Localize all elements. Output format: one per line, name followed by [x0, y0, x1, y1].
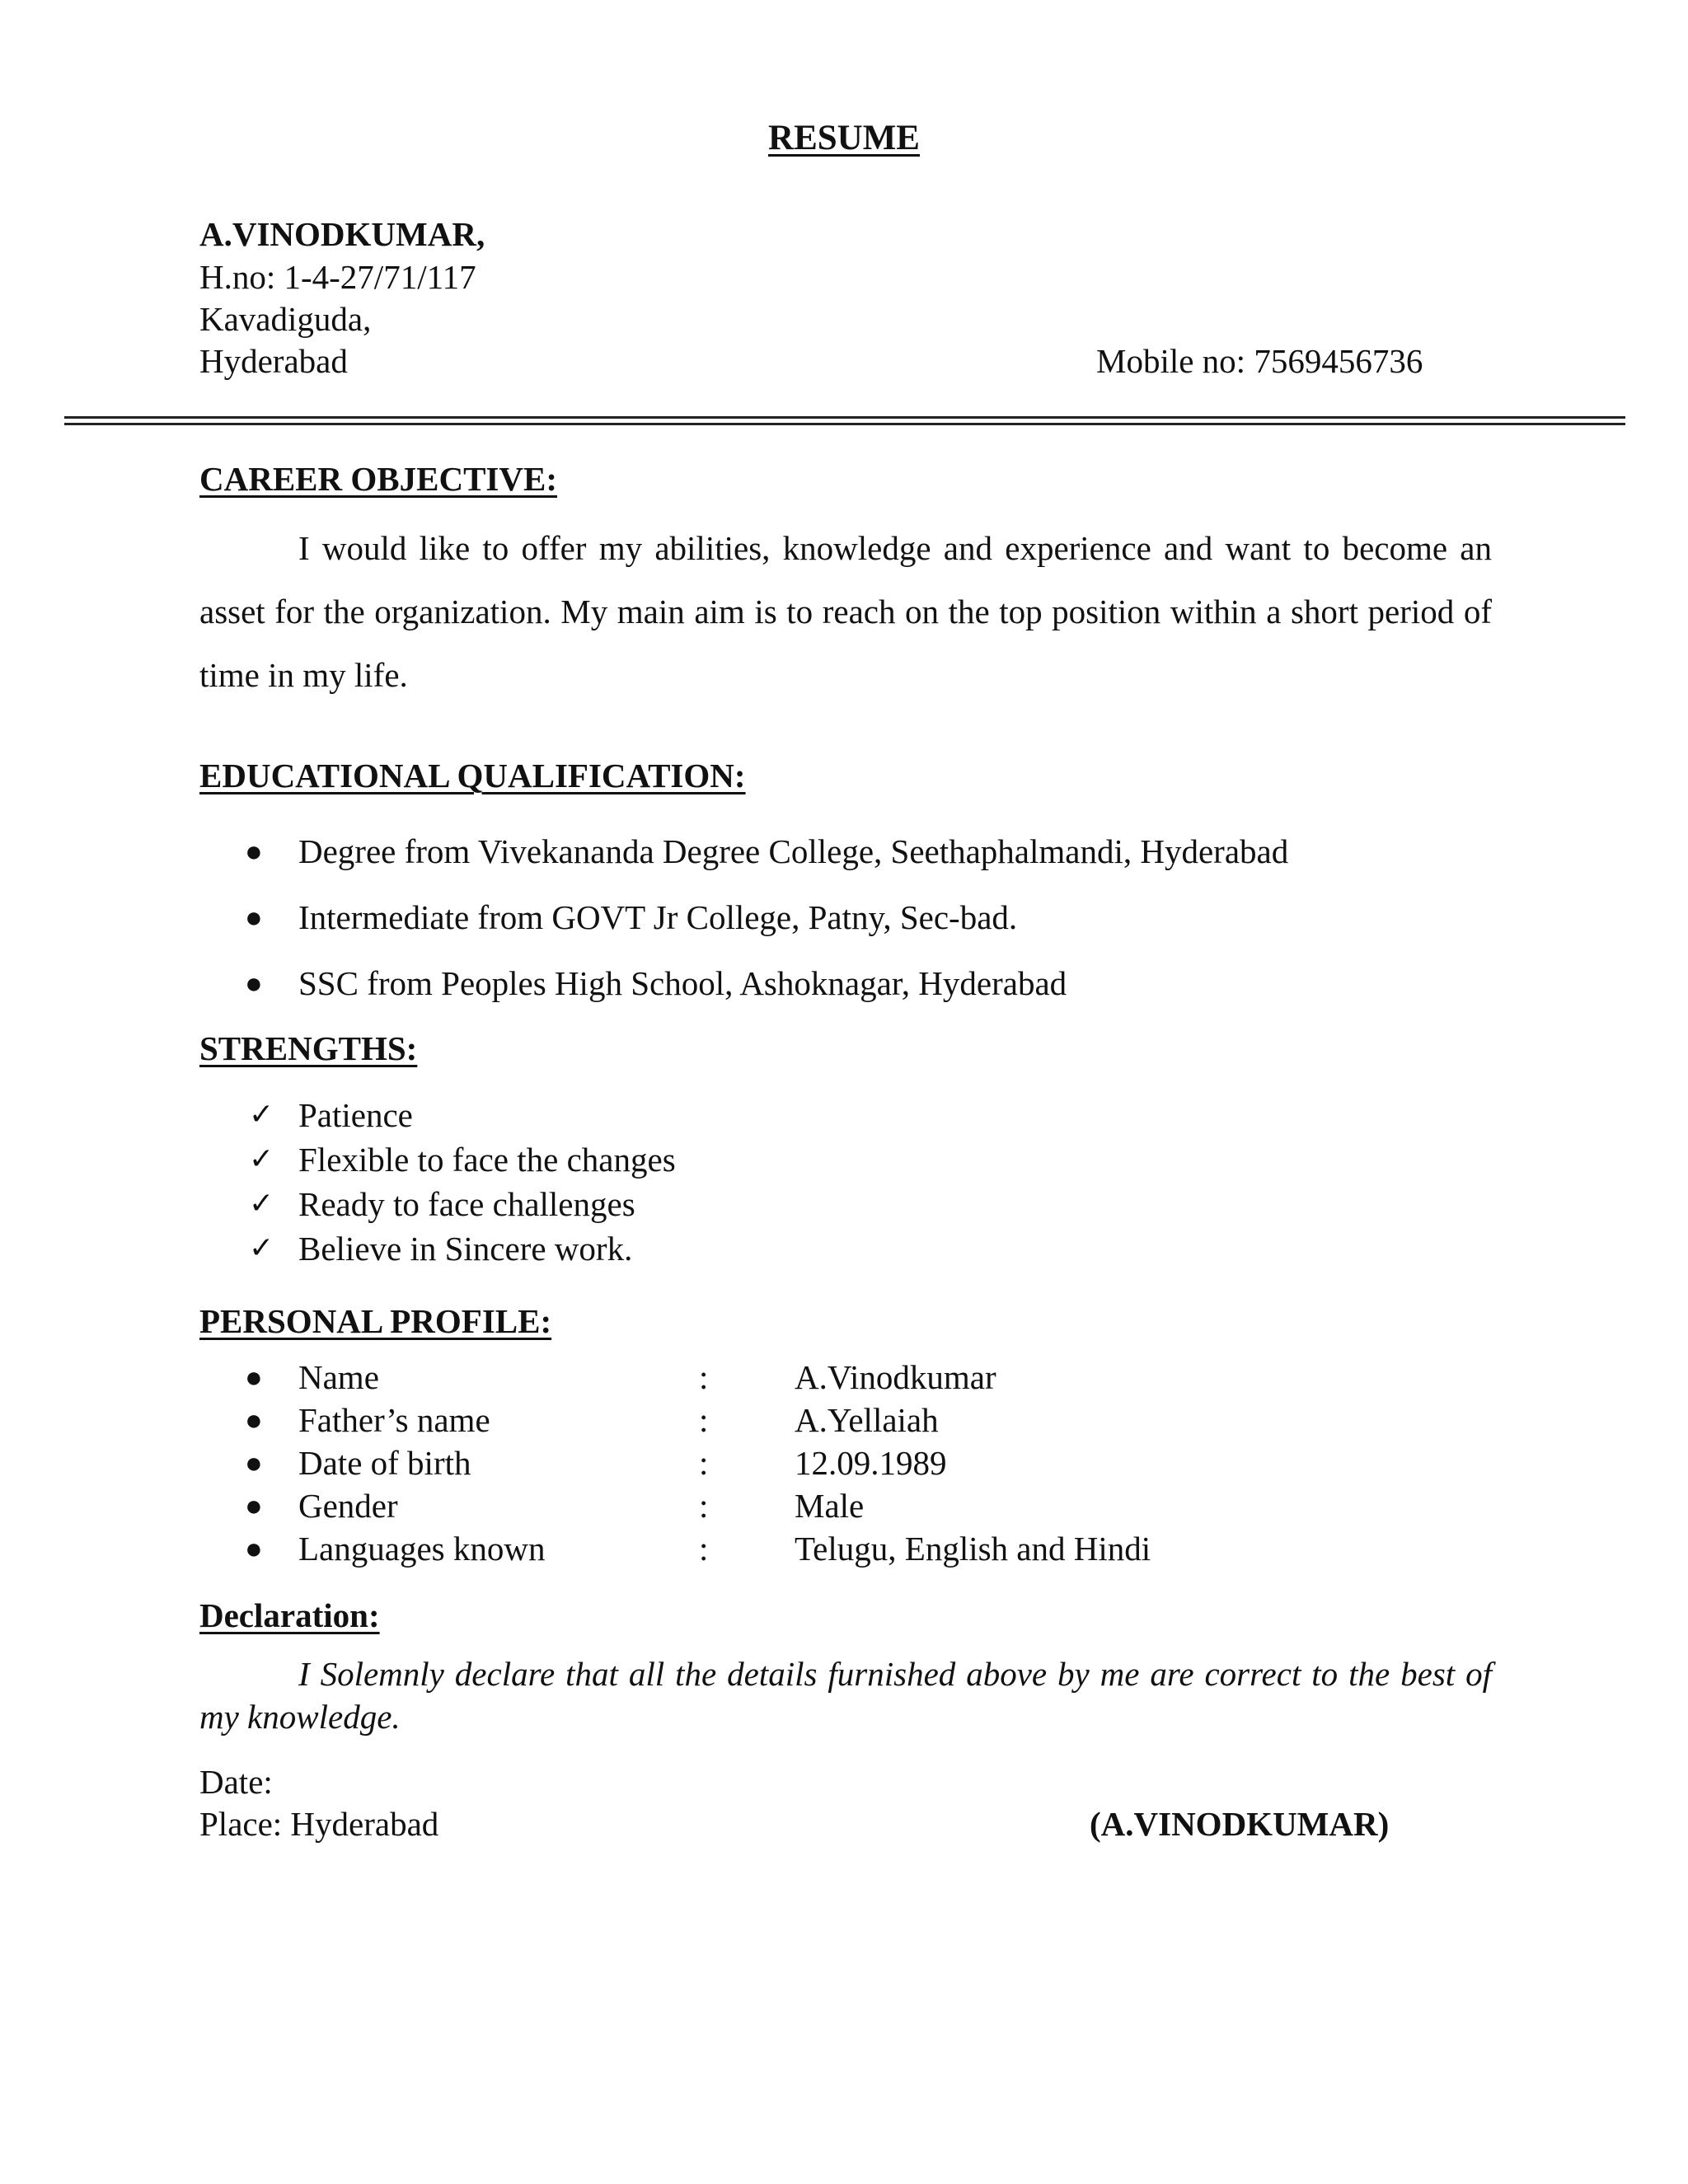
education-item: Degree from Vivekananda Degree College, Seethaphalmandi, Hyderabad [298, 832, 1289, 870]
profile-row [199, 1399, 939, 1441]
profile-row [199, 1356, 996, 1399]
profile-value: A.Yellaiah [795, 1401, 939, 1439]
profile-separator: : [699, 1530, 709, 1568]
bullet-icon: ● [245, 1404, 263, 1436]
declaration-text [199, 1652, 1492, 1738]
strength-item: Believe in Sincere work. [298, 1230, 633, 1268]
section-heading-strengths: STRENGTHS: [199, 1029, 418, 1067]
declaration-body: I Solemnly declare that all the details furnished above by me are correct to the best of my knowledge. [199, 1655, 1492, 1736]
profile-value: Male [795, 1487, 865, 1525]
bullet-icon: ● [245, 1532, 263, 1565]
profile-label: Name [298, 1358, 379, 1396]
section-heading-personal-profile: PERSONAL PROFILE: [199, 1302, 552, 1340]
candidate-name: A.VINODKUMAR, [199, 215, 485, 253]
profile-row [199, 1484, 865, 1527]
checkmark-icon: ✓ [249, 1187, 274, 1221]
strength-item: Ready to face challenges [298, 1185, 635, 1223]
document-title: RESUME [768, 119, 920, 157]
header-divider [64, 416, 1625, 419]
checkmark-icon: ✓ [249, 1142, 274, 1176]
bullet-icon: ● [245, 835, 263, 868]
address-line: Hyderabad [199, 342, 348, 380]
address-line: Kavadiguda, [199, 300, 372, 338]
strength-item: Flexible to face the changes [298, 1141, 676, 1179]
list-item [199, 896, 1288, 962]
profile-value: A.Vinodkumar [795, 1358, 996, 1396]
section-heading-career-objective: CAREER OBJECTIVE: [199, 460, 557, 498]
section-heading-declaration: Declaration: [199, 1596, 380, 1634]
mobile-number: Mobile no: 7569456736 [1096, 342, 1423, 380]
bullet-icon: ● [245, 1446, 263, 1479]
header-divider [64, 423, 1625, 425]
list-item [199, 1183, 676, 1227]
strength-item: Patience [298, 1096, 413, 1134]
place-label: Place: Hyderabad [199, 1805, 439, 1843]
bullet-icon: ● [245, 967, 263, 1000]
profile-value: Telugu, English and Hindi [795, 1530, 1151, 1568]
education-item: Intermediate from GOVT Jr College, Patny, Sec-bad. [298, 898, 1018, 936]
bullet-icon: ● [245, 1489, 263, 1522]
profile-label: Gender [298, 1487, 398, 1525]
list-item [199, 1227, 676, 1272]
personal-profile-list [199, 1356, 1151, 1570]
profile-label: Father’s name [298, 1401, 490, 1439]
profile-separator: : [699, 1444, 709, 1482]
profile-row [199, 1441, 947, 1484]
checkmark-icon: ✓ [249, 1098, 274, 1132]
address-line: H.no: 1-4-27/71/117 [199, 258, 476, 296]
profile-label: Date of birth [298, 1444, 471, 1482]
date-label: Date: [199, 1763, 273, 1801]
profile-value: 12.09.1989 [795, 1444, 947, 1482]
education-list [199, 830, 1288, 1028]
list-item [199, 1138, 676, 1183]
section-heading-education: EDUCATIONAL QUALIFICATION: [199, 757, 746, 794]
checkmark-icon: ✓ [249, 1231, 274, 1265]
list-item [199, 962, 1288, 1028]
strengths-list [199, 1094, 676, 1272]
signature-name: (A.VINODKUMAR) [1090, 1805, 1390, 1843]
career-objective-body: I would like to offer my abilities, knowledge and experience and want to become an asset for the organization. My main aim is to reach on the top position within a short period of time in my life. [199, 529, 1492, 694]
bullet-icon: ● [245, 1361, 263, 1394]
profile-separator: : [699, 1487, 709, 1525]
bullet-icon: ● [245, 901, 263, 934]
profile-separator: : [699, 1358, 709, 1396]
profile-separator: : [699, 1401, 709, 1439]
profile-row [199, 1527, 1151, 1570]
profile-label: Languages known [298, 1530, 546, 1568]
list-item [199, 1094, 676, 1138]
list-item [199, 830, 1288, 896]
career-objective-text [199, 517, 1492, 707]
education-item: SSC from Peoples High School, Ashoknagar, Hyderabad [298, 964, 1067, 1002]
